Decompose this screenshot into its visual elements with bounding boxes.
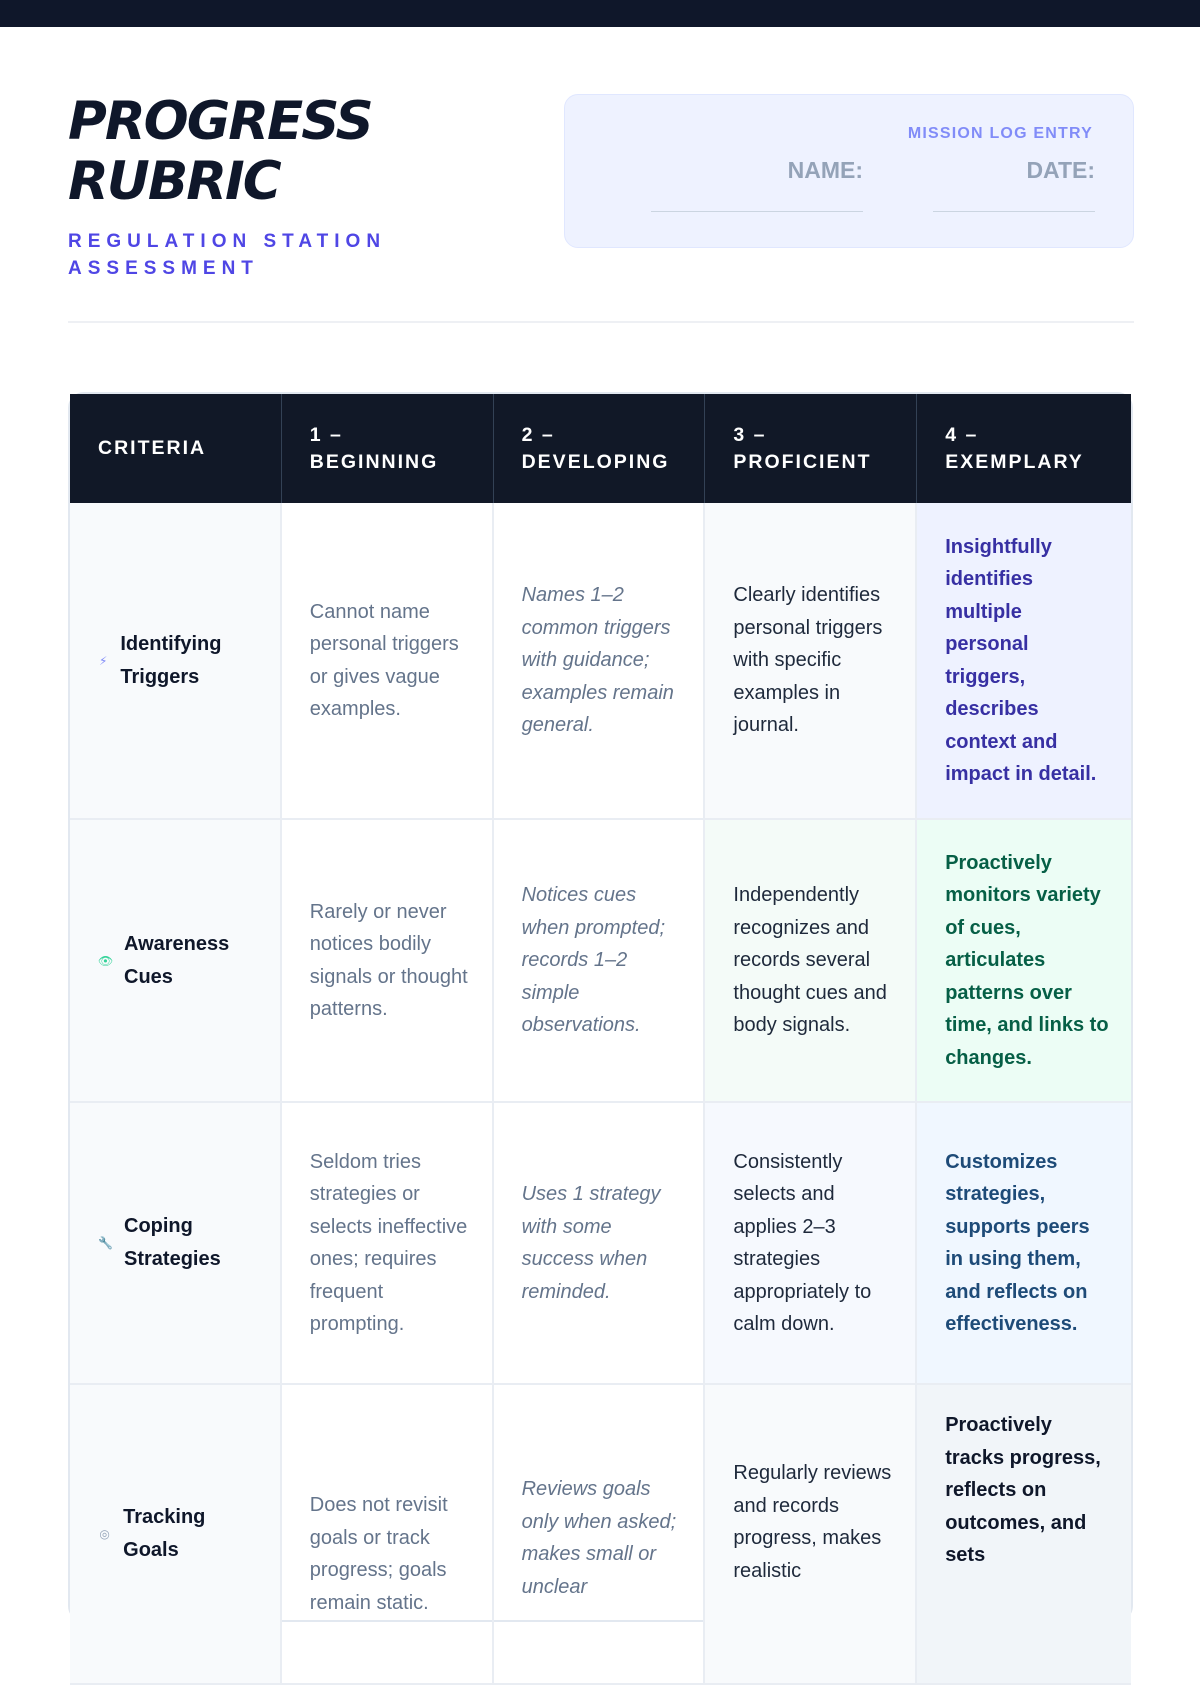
criterion-label: Awareness Cues [124,932,230,988]
level-cell-proficient [705,1103,917,1383]
level-text: Consistently selects and applies 2–3 strategies appropriately to calm down. [733,1150,872,1335]
column-header-exemplary: 4 – EXEMPLARY [945,423,1084,473]
level-text: Cannot name personal triggers or gives vague examples. [309,600,459,720]
top-bar [0,0,1200,27]
level-cell-developing [494,820,706,1101]
level-cell-beginning [282,820,494,1101]
eye-icon: 👁 [98,953,114,968]
criterion-label: Tracking Goals [123,1506,206,1561]
page-title-line-2: RUBRIC [68,151,280,212]
level-cell-exemplary [917,820,1131,1101]
level-cell-beginning [282,503,494,818]
level-text: Regularly reviews and records progress, makes realistic [733,1462,892,1582]
level-cell-proficient [705,1385,917,1683]
level-text: Reviews goals only when asked; makes small or unclear [521,1478,677,1598]
level-text: Independently recognizes and records several thought cues and body signals. [733,884,887,1037]
level-text: Names 1–2 common triggers with guidance; examples remain general. [521,584,674,737]
level-text: Customizes strategies, supports peers in using them, and reflects on effectiveness. [945,1150,1090,1335]
level-cell-exemplary [917,503,1131,818]
criterion-label: Identifying Triggers [120,632,222,688]
level-cell-developing [494,503,706,818]
level-cell-exemplary [917,1103,1131,1383]
level-cell-exemplary [917,1385,1131,1683]
page-title-line-1: PROGRESS [68,91,372,152]
header-cell [705,394,917,503]
criterion-cell [70,1385,282,1683]
rubric-table [68,392,1133,1622]
level-text: Does not revisit goals or track progress; goals remain static. [309,1494,448,1614]
level-text: Clearly identifies personal triggers with specific examples in journal. [733,584,883,737]
level-text: Seldom tries strategies or selects ineffective ones; requires frequent prompting. [309,1150,468,1335]
table-row [70,1385,1131,1685]
rubric-header-row [70,394,1131,503]
level-cell-developing [494,1103,706,1383]
criterion-label: Coping Strategies [124,1215,221,1270]
divider [68,321,1134,323]
page-title [68,92,488,212]
date-field[interactable] [933,211,1095,212]
level-cell-developing [494,1385,706,1683]
header-cell [494,394,706,503]
title-block [68,92,488,282]
table-row [70,1103,1131,1385]
name-field[interactable] [651,211,863,212]
table-row [70,503,1131,820]
level-text: Insightfully identifies multiple personal triggers, describes context and impact in detail. [945,535,1097,785]
criterion-cell [70,820,282,1101]
column-header-developing: 2 – DEVELOPING [521,423,670,473]
header-cell [917,394,1131,503]
level-cell-beginning [282,1103,494,1383]
criterion-cell [70,503,282,818]
wrench-icon: 🔧 [98,1236,113,1250]
level-text: Proactively monitors variety of cues, articulates patterns over time, and links to changes. [945,851,1109,1069]
level-text: Notices cues when prompted; records 1–2 simple observations. [521,884,666,1037]
level-cell-proficient [705,503,917,818]
level-cell-beginning [282,1385,494,1683]
criterion-cell [70,1103,282,1383]
column-header-beginning: 1 – BEGINNING [309,423,439,473]
column-header-criteria: CRITERIA [98,437,207,459]
date-label: DATE: [1026,157,1095,183]
table-row [70,820,1131,1103]
mission-log-title: MISSION LOG ENTRY [907,125,1093,142]
header-cell [70,394,282,503]
mission-log-card [564,94,1134,248]
column-header-proficient: 3 – PROFICIENT [733,423,872,473]
name-label: NAME: [787,157,863,183]
target-icon: ◎ [99,1527,110,1541]
level-text: Uses 1 strategy with some success when reminded. [521,1183,661,1303]
page-subtitle: REGULATION STATION ASSESSMENT [68,231,387,279]
level-cell-proficient [705,820,917,1101]
lightning-icon: ⚡ [98,653,108,668]
level-text: Proactively tracks progress, reflects on outcomes, and sets [945,1414,1101,1566]
header-cell [282,394,494,503]
level-text: Rarely or never notices bodily signals or thought patterns. [309,900,468,1020]
